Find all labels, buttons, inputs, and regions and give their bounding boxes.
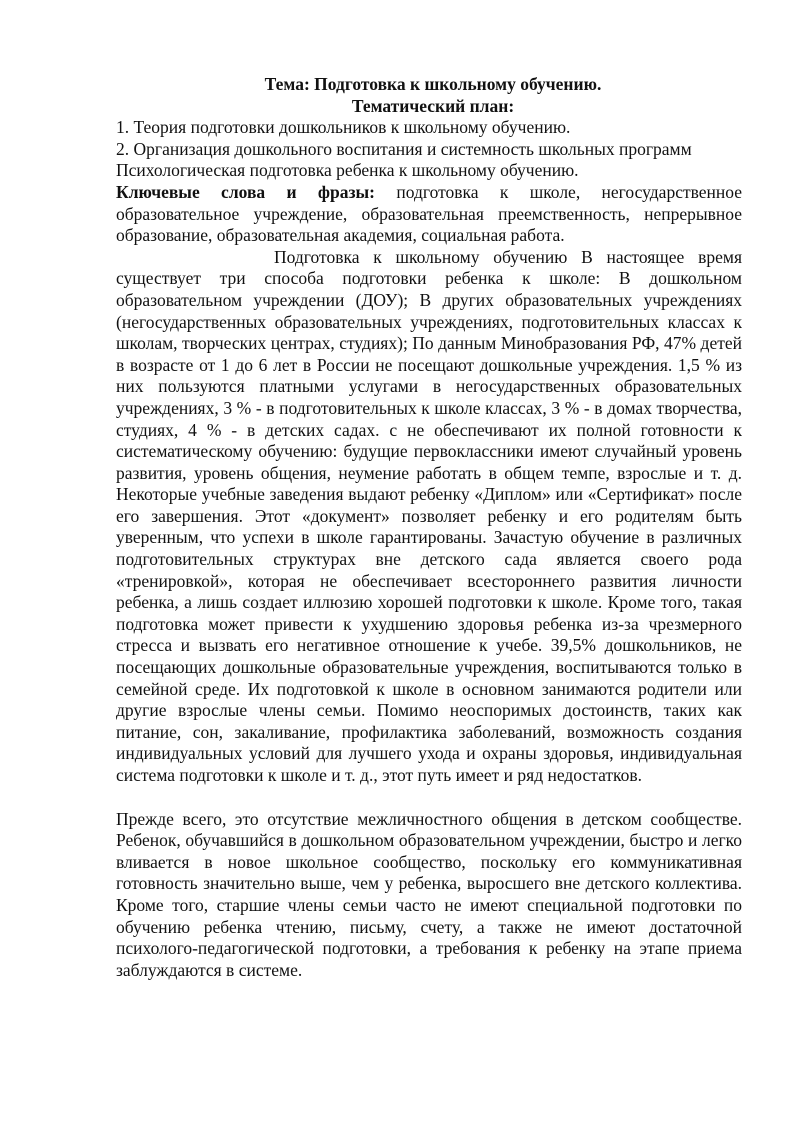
keywords-paragraph bbox=[116, 182, 742, 247]
plan-item-1: 1. Теория подготовки дошкольников к школьному обучению. bbox=[116, 117, 571, 138]
body-paragraph-2: Прежде всего, это отсутствие межличностного общения в детском сообществе. Ребенок, обучавшийся в дошкольном образовательном учреждении, быстро и легко вливается в новое школьное сообщество, поскольку его коммуникативная готовность значительно выше, чем у ребенка, выросшего вне детского коллектива. Кроме того, старшие члены семьи часто не имеют специальной подготовки по обучению ребенка чтению, письму, счету, а также не имеют достаточной психолого-педагогической подготовки, а требования к ребенку на этапе приема заблуждаются в системе. bbox=[116, 808, 742, 980]
document-page bbox=[116, 74, 742, 981]
keywords-text: подготовка к школе, негосударственное образовательное учреждение, образовательная преемственность, непрерывное образование, образовательная академия, социальная работа. bbox=[116, 181, 742, 246]
document-title: Тема: Подготовка к школьному обучению. bbox=[264, 74, 602, 94]
document-subtitle: Тематический план: bbox=[351, 95, 515, 116]
body-paragraph-1 bbox=[116, 247, 742, 787]
plan-item-3: Психологическая подготовка ребенка к школьному обучению. bbox=[116, 160, 579, 181]
plan-item-2: 2. Организация дошкольного воспитания и системность школьных программ bbox=[116, 138, 692, 159]
body-paragraph-1-text: Подготовка к школьному обучению В настоящее время существует три способа подготовки ребенка к школе: В дошкольном образовательном учреждении (ДОУ); В других образовательных учреждениях (негосударственных образовательных учреждениях, подготовительных классах к школам, творческих центрах, студиях); По данным Минобразования РФ, 47% детей в возрасте от 1 до 6 лет в России не посещают дошкольные учреждения. 1,5 % из них пользуются платными услугами в негосударственных образовательных учреждениях, 3 % - в подготовительных к школе классах, 3 % - в домах творчества, студиях, 4 % - в детских садах. с не обеспечивают их полной готовности к систематическому обучению: будущие первоклассники имеют случайный уровень развития, уровень общения, неумение работать в общем темпе, взрослые и т. д. Некоторые учебные заведения выдают ребенку «Диплом» или «Сертификат» после его завершения. Этот «документ» позволяет ребенку и его родителям быть уверенным, что успехи в школе гарантированы. Зачастую обучение в различных подготовительных структурах вне детского сада является своего рода «тренировкой», которая не обеспечивает всестороннего развития личности ребенка, а лишь создает иллюзию хорошей подготовки к школе. Кроме того, такая подготовка может привести к ухудшению здоровья ребенка из-за чрезмерного стресса и вызвать его негативное отношение к учебе. 39,5% дошкольников, не посещающих дошкольные образовательные учреждения, воспитываются только в семейной среде. Их подготовкой к школе в основном занимаются родители или другие взрослые члены семьи. Помимо неоспоримых достоинств, таких как питание, сон, закаливание, профилактика заболеваний, возможность создания индивидуальных условий для лучшего ухода и охраны здоровья, индивидуальная система подготовки к школе и т. д., этот путь имеет и ряд недостатков. bbox=[116, 246, 742, 785]
paragraph-gap bbox=[116, 787, 742, 809]
keywords-label: Ключевые слова и фразы: bbox=[116, 181, 376, 202]
